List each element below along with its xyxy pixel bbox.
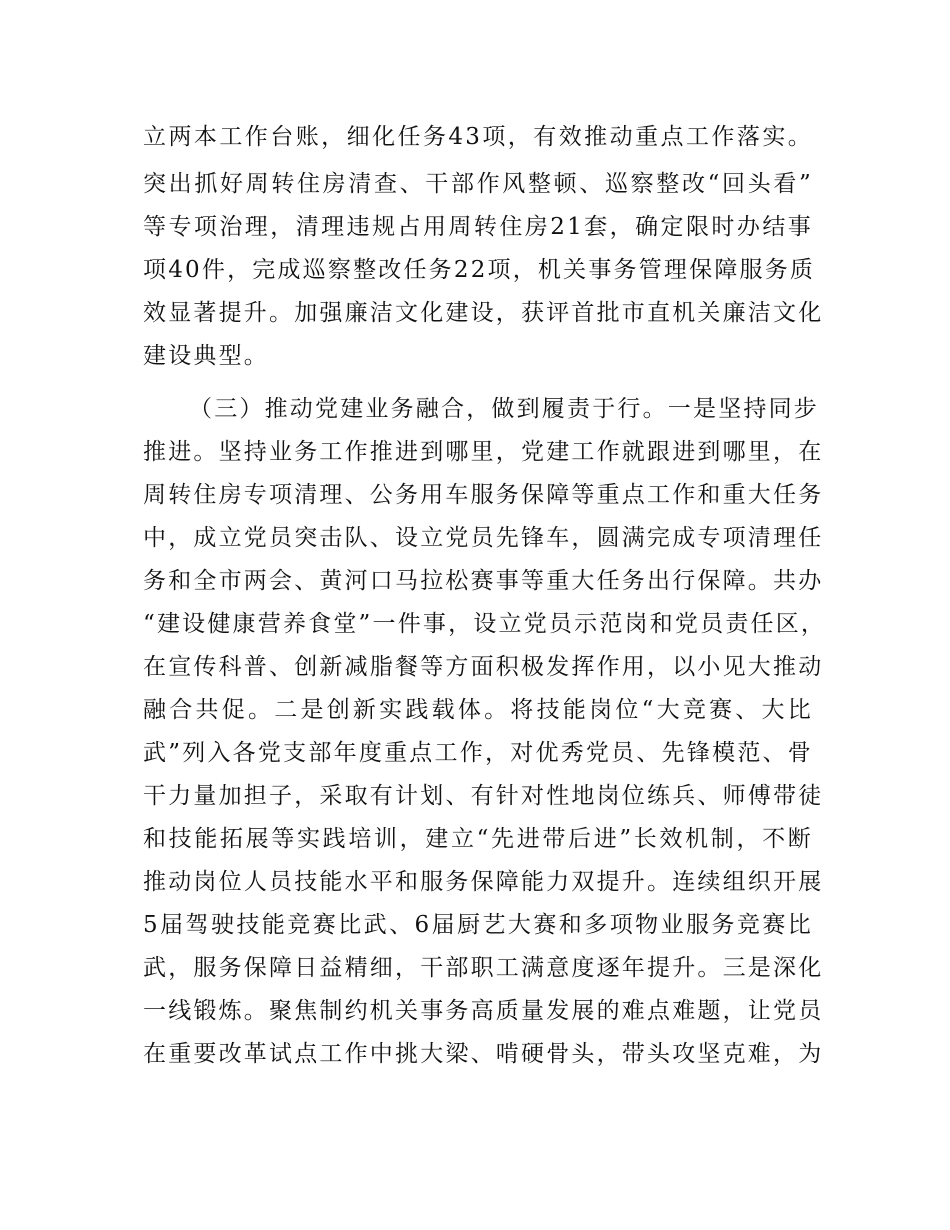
text-line: 等专项治理，清理违规占用周转住房21套，确定限时办结事 — [143, 214, 813, 240]
text-line: 推进。坚持业务工作推进到哪里，党建工作就跟进到哪里，在 — [143, 439, 824, 465]
text-line: 推动岗位人员技能水平和服务保障能力双提升。连续组织开展 — [143, 869, 824, 895]
text-line: “建设健康营养食堂”一件事，设立党员示范岗和党员责任区， — [143, 611, 827, 637]
text-line: 中，成立党员突击队、设立党员先锋车，圆满完成专项清理任 — [143, 525, 824, 551]
text-line: 和技能拓展等实践培训，建立“先进带后进”长效机制，不断 — [143, 826, 813, 852]
text-line: 务和全市两会、黄河口马拉松赛事等重大任务出行保障。共办 — [143, 568, 824, 594]
text-line: 武，服务保障日益精细，干部职工满意度逐年提升。三是深化 — [143, 955, 824, 981]
text-line: 一线锻炼。聚焦制约机关事务高质量发展的难点难题，让党员 — [143, 998, 824, 1024]
text-line: 项40件，完成巡察整改任务22项，机关事务管理保障服务质 — [143, 257, 816, 283]
text-line: 在宣传科普、创新减脂餐等方面积极发挥作用，以小见大推动 — [143, 654, 824, 680]
text-line: 在重要改革试点工作中挑大梁、啃硬骨头，带头攻坚克难，为 — [143, 1041, 824, 1067]
text-line: 融合共促。二是创新实践载体。将技能岗位“大竞赛、大比 — [143, 697, 813, 723]
text-line: 突出抓好周转住房清查、干部作风整顿、巡察整改“回头看” — [143, 171, 813, 197]
text-line: 建设典型。 — [143, 343, 269, 369]
section-heading-line: （三）推动党建业务融合，做到履责于行。一是坚持同步 — [189, 396, 819, 422]
text-line: 效显著提升。加强廉洁文化建设，获评首批市直机关廉洁文化 — [143, 300, 824, 326]
text-line: 干力量加担子，采取有计划、有针对性地岗位练兵、师傅带徒 — [143, 783, 824, 809]
text-line: 周转住房专项清理、公务用车服务保障等重点工作和重大任务 — [143, 482, 824, 508]
text-line: 立两本工作台账，细化任务43项，有效推动重点工作落实。 — [143, 124, 813, 150]
text-line: 5届驾驶技能竞赛比武、6届厨艺大赛和多项物业服务竞赛比 — [143, 912, 813, 938]
text-line: 武”列入各党支部年度重点工作，对优秀党员、先锋模范、骨 — [143, 740, 813, 766]
